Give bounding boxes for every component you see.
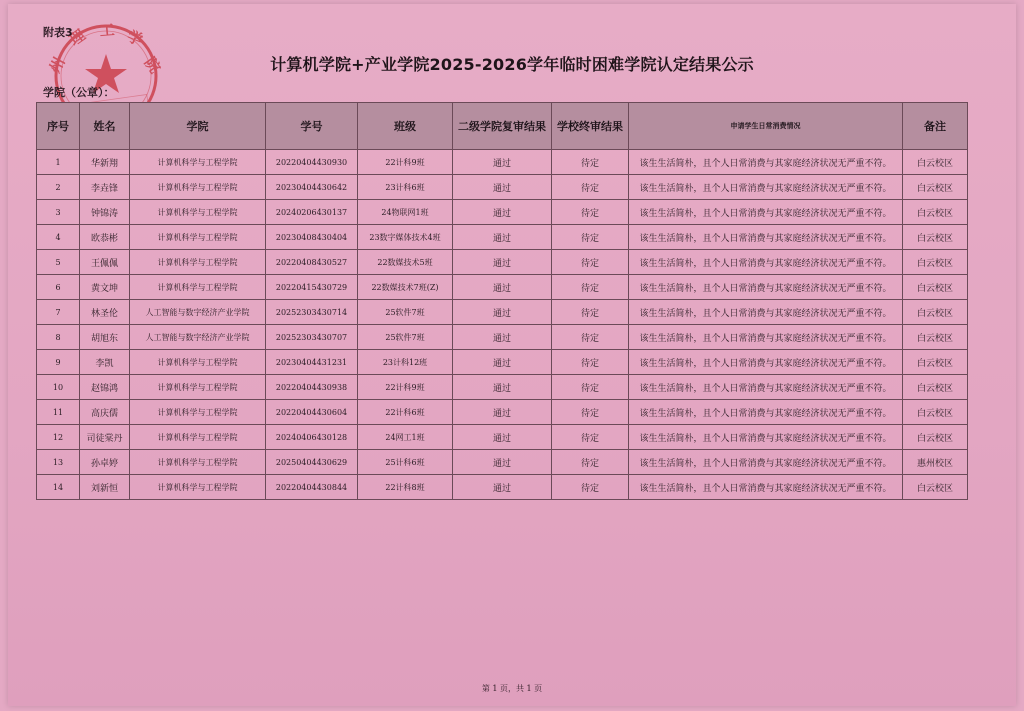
cell-consumption: 该生生活简朴，且个人日常消费与其家庭经济状况无严重不符。	[629, 250, 903, 275]
cell-review-result: 通过	[453, 150, 552, 175]
cell-student-id: 20220415430729	[266, 275, 358, 300]
cell-college: 计算机科学与工程学院	[130, 200, 266, 225]
attachment-label: 附表3	[43, 26, 73, 39]
cell-note: 白云校区	[903, 425, 968, 450]
cell-class: 22计科9班	[358, 375, 453, 400]
cell-final-result: 待定	[552, 375, 629, 400]
table-row	[37, 450, 968, 475]
cell-name: 赵锦鸿	[80, 375, 130, 400]
cell-note: 白云校区	[903, 250, 968, 275]
cell-student-id: 20220404430844	[266, 475, 358, 500]
cell-no: 4	[37, 225, 80, 250]
cell-final-result: 待定	[552, 425, 629, 450]
header-final-result: 学校终审结果	[552, 103, 629, 150]
cell-no: 14	[37, 475, 80, 500]
header-name: 姓名	[80, 103, 130, 150]
cell-note: 白云校区	[903, 200, 968, 225]
cell-final-result: 待定	[552, 475, 629, 500]
cell-final-result: 待定	[552, 150, 629, 175]
cell-note: 白云校区	[903, 225, 968, 250]
cell-student-id: 20250404430629	[266, 450, 358, 475]
cell-student-id: 20252303430707	[266, 325, 358, 350]
cell-class: 25计科6班	[358, 450, 453, 475]
cell-no: 6	[37, 275, 80, 300]
cell-name: 高庆儒	[80, 400, 130, 425]
cell-consumption: 该生生活简朴，且个人日常消费与其家庭经济状况无严重不符。	[629, 425, 903, 450]
header-student-id: 学号	[266, 103, 358, 150]
svg-text:学: 学	[124, 27, 146, 50]
cell-consumption: 该生生活简朴，且个人日常消费与其家庭经济状况无严重不符。	[629, 150, 903, 175]
cell-name: 刘新恒	[80, 475, 130, 500]
cell-class: 24物联网1班	[358, 200, 453, 225]
cell-student-id: 20240406430128	[266, 425, 358, 450]
cell-review-result: 通过	[453, 350, 552, 375]
cell-review-result: 通过	[453, 275, 552, 300]
cell-consumption: 该生生活简朴，且个人日常消费与其家庭经济状况无严重不符。	[629, 475, 903, 500]
cell-class: 22计科6班	[358, 400, 453, 425]
cell-review-result: 通过	[453, 200, 552, 225]
cell-no: 3	[37, 200, 80, 225]
table-row	[37, 275, 968, 300]
cell-student-id: 20220408430527	[266, 250, 358, 275]
cell-note: 白云校区	[903, 350, 968, 375]
cell-name: 林圣伦	[80, 300, 130, 325]
cell-college: 计算机科学与工程学院	[130, 275, 266, 300]
cell-name: 钟锦涛	[80, 200, 130, 225]
cell-college: 计算机科学与工程学院	[130, 225, 266, 250]
cell-review-result: 通过	[453, 250, 552, 275]
cell-no: 5	[37, 250, 80, 275]
cell-review-result: 通过	[453, 325, 552, 350]
cell-note: 白云校区	[903, 150, 968, 175]
cell-name: 李凯	[80, 350, 130, 375]
cell-no: 12	[37, 425, 80, 450]
table-header-row	[37, 103, 968, 150]
cell-consumption: 该生生活简朴，且个人日常消费与其家庭经济状况无严重不符。	[629, 350, 903, 375]
cell-no: 8	[37, 325, 80, 350]
svg-text:院: 院	[140, 53, 165, 77]
cell-note: 白云校区	[903, 275, 968, 300]
table-row	[37, 325, 968, 350]
cell-final-result: 待定	[552, 400, 629, 425]
table-row	[37, 200, 968, 225]
table-row	[37, 150, 968, 175]
cell-name: 司徒棠丹	[80, 425, 130, 450]
cell-class: 23计科6班	[358, 175, 453, 200]
cell-college: 计算机科学与工程学院	[130, 250, 266, 275]
cell-student-id: 20220404430938	[266, 375, 358, 400]
cell-class: 25软件7班	[358, 325, 453, 350]
cell-class: 25软件7班	[358, 300, 453, 325]
cell-no: 13	[37, 450, 80, 475]
cell-class: 22数媒技术7班(Z)	[358, 275, 453, 300]
cell-consumption: 该生生活简朴，且个人日常消费与其家庭经济状况无严重不符。	[629, 450, 903, 475]
table-row	[37, 225, 968, 250]
cell-student-id: 20252303430714	[266, 300, 358, 325]
cell-review-result: 通过	[453, 225, 552, 250]
cell-consumption: 该生生活简朴，且个人日常消费与其家庭经济状况无严重不符。	[629, 325, 903, 350]
cell-college: 计算机科学与工程学院	[130, 350, 266, 375]
cell-final-result: 待定	[552, 450, 629, 475]
cell-college: 计算机科学与工程学院	[130, 150, 266, 175]
cell-final-result: 待定	[552, 225, 629, 250]
cell-college: 计算机科学与工程学院	[130, 375, 266, 400]
header-note: 备注	[903, 103, 968, 150]
college-seal-label: 学院（公章）：	[43, 86, 115, 99]
cell-class: 22数媒技术5班	[358, 250, 453, 275]
cell-class: 24网工1班	[358, 425, 453, 450]
cell-consumption: 该生生活简朴，且个人日常消费与其家庭经济状况无严重不符。	[629, 300, 903, 325]
page-title: 计算机学院+产业学院2025-2026学年临时困难学院认定结果公示	[270, 55, 754, 74]
cell-note: 白云校区	[903, 300, 968, 325]
table-row	[37, 250, 968, 275]
cell-student-id: 20230404431231	[266, 350, 358, 375]
cell-name: 华新翔	[80, 150, 130, 175]
cell-consumption: 该生生活简朴，且个人日常消费与其家庭经济状况无严重不符。	[629, 400, 903, 425]
cell-final-result: 待定	[552, 325, 629, 350]
cell-note: 白云校区	[903, 325, 968, 350]
cell-name: 孙卓婷	[80, 450, 130, 475]
table-body	[37, 150, 968, 500]
table-row	[37, 400, 968, 425]
cell-class: 23数字媒体技术4班	[358, 225, 453, 250]
cell-consumption: 该生生活简朴，且个人日常消费与其家庭经济状况无严重不符。	[629, 275, 903, 300]
cell-review-result: 通过	[453, 450, 552, 475]
cell-note: 白云校区	[903, 375, 968, 400]
table-row	[37, 300, 968, 325]
cell-consumption: 该生生活简朴，且个人日常消费与其家庭经济状况无严重不符。	[629, 375, 903, 400]
cell-no: 7	[37, 300, 80, 325]
cell-college: 计算机科学与工程学院	[130, 425, 266, 450]
cell-name: 李垚锋	[80, 175, 130, 200]
cell-note: 白云校区	[903, 400, 968, 425]
cell-note: 白云校区	[903, 475, 968, 500]
table-row	[37, 350, 968, 375]
cell-consumption: 该生生活简朴，且个人日常消费与其家庭经济状况无严重不符。	[629, 225, 903, 250]
cell-student-id: 20220404430604	[266, 400, 358, 425]
svg-text:理: 理	[65, 25, 89, 50]
cell-review-result: 通过	[453, 400, 552, 425]
cell-review-result: 通过	[453, 475, 552, 500]
cell-final-result: 待定	[552, 300, 629, 325]
cell-consumption: 该生生活简朴，且个人日常消费与其家庭经济状况无严重不符。	[629, 175, 903, 200]
cell-final-result: 待定	[552, 200, 629, 225]
svg-text:州: 州	[45, 54, 69, 76]
cell-no: 2	[37, 175, 80, 200]
cell-final-result: 待定	[552, 175, 629, 200]
cell-class: 22计科8班	[358, 475, 453, 500]
header-class: 班级	[358, 103, 453, 150]
cell-note: 白云校区	[903, 175, 968, 200]
cell-student-id: 20240206430137	[266, 200, 358, 225]
cell-college: 计算机科学与工程学院	[130, 475, 266, 500]
cell-no: 11	[37, 400, 80, 425]
cell-college: 人工智能与数字经济产业学院	[130, 300, 266, 325]
table-row	[37, 425, 968, 450]
cell-college: 计算机科学与工程学院	[130, 450, 266, 475]
cell-class: 23计科12班	[358, 350, 453, 375]
cell-final-result: 待定	[552, 275, 629, 300]
header-consumption: 申请学生日常消费情况	[629, 103, 903, 150]
page-footer: 第 1 页，共 1 页	[481, 684, 543, 693]
cell-review-result: 通过	[453, 175, 552, 200]
cell-no: 9	[37, 350, 80, 375]
cell-final-result: 待定	[552, 350, 629, 375]
table-row	[37, 475, 968, 500]
cell-college: 计算机科学与工程学院	[130, 400, 266, 425]
header-review-result: 二级学院复审结果	[453, 103, 552, 150]
cell-no: 1	[37, 150, 80, 175]
cell-consumption: 该生生活简朴，且个人日常消费与其家庭经济状况无严重不符。	[629, 200, 903, 225]
cell-college: 计算机科学与工程学院	[130, 175, 266, 200]
header-college: 学院	[130, 103, 266, 150]
svg-text:工: 工	[98, 20, 116, 40]
cell-college: 人工智能与数字经济产业学院	[130, 325, 266, 350]
cell-no: 10	[37, 375, 80, 400]
cell-name: 胡旭东	[80, 325, 130, 350]
cell-note: 惠州校区	[903, 450, 968, 475]
cell-name: 王佩佩	[80, 250, 130, 275]
cell-student-id: 20230404430642	[266, 175, 358, 200]
cell-class: 22计科9班	[358, 150, 453, 175]
cell-student-id: 20220404430930	[266, 150, 358, 175]
cell-final-result: 待定	[552, 250, 629, 275]
cell-name: 欧恭彬	[80, 225, 130, 250]
cell-student-id: 20230408430404	[266, 225, 358, 250]
cell-review-result: 通过	[453, 300, 552, 325]
table-row	[37, 375, 968, 400]
cell-name: 黄文坤	[80, 275, 130, 300]
header-no: 序号	[37, 103, 80, 150]
result-table	[36, 102, 968, 500]
cell-review-result: 通过	[453, 425, 552, 450]
cell-review-result: 通过	[453, 375, 552, 400]
table-row	[37, 175, 968, 200]
